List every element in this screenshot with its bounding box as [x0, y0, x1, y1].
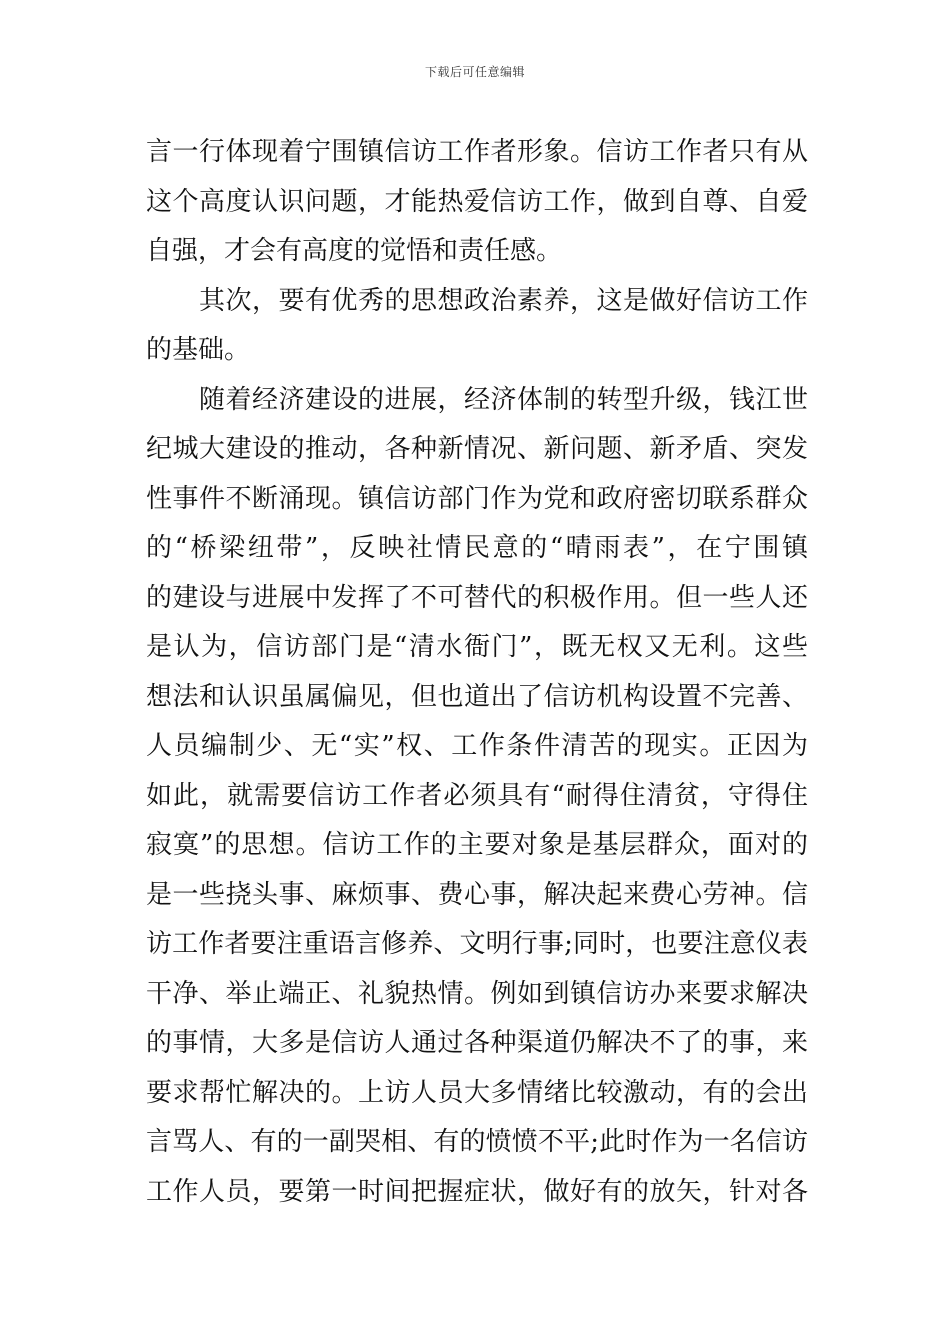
text-line: 干净、举止端正、礼貌热情。例如到镇信访办来要求解决 — [146, 978, 808, 1009]
text-line: 工作人员，要第一时间把握症状，做好有的放矢，针对各 — [146, 1176, 808, 1207]
text-line: 的“桥梁纽带”，反映社情民意的“晴雨表”，在宁围镇 — [146, 533, 808, 563]
text-line: 如此，就需要信访工作者必须具有“耐得住清贫，守得住 — [146, 780, 808, 811]
text-line: 言骂人、有的一副哭相、有的愤愤不平;此时作为一名信访 — [146, 1127, 808, 1157]
text-line: 的建设与进展中发挥了不可替代的积极作用。但一些人还 — [146, 582, 808, 613]
text-line: 其次，要有优秀的思想政治素养，这是做好信访工作 — [146, 285, 808, 316]
text-line: 的基础。 — [146, 335, 251, 365]
header-note: 下载后可任意编辑 — [424, 65, 525, 79]
text-line: 言一行体现着宁围镇信访工作者形象。信访工作者只有从 — [146, 137, 808, 167]
text-line: 寂寞”的思想。信访工作的主要对象是基层群众，面对的 — [146, 830, 808, 860]
text-line: 自强，才会有高度的觉悟和责任感。 — [146, 236, 563, 266]
text-line: 这个高度认识问题，才能热爱信访工作，做到自尊、自爱 — [146, 186, 808, 217]
text-line: 的事情，大多是信访人通过各种渠道仍解决不了的事，来 — [146, 1028, 808, 1058]
text-line: 要求帮忙解决的。上访人员大多情绪比较激动，有的会出 — [146, 1077, 808, 1108]
text-line: 访工作者要注重语言修养、文明行事;同时，也要注意仪表 — [146, 929, 808, 959]
text-line: 想法和认识虽属偏见，但也道出了信访机构设置不完善、 — [146, 681, 808, 712]
text-line: 纪城大建设的推动，各种新情况、新问题、新矛盾、突发 — [146, 434, 808, 464]
body-text — [146, 128, 808, 1217]
text-line: 是认为，信访部门是“清水衙门”，既无权又无利。这些 — [146, 632, 808, 662]
text-line: 人员编制少、无“实”权、工作条件清苦的现实。正因为 — [146, 731, 808, 761]
text-line: 随着经济建设的进展，经济体制的转型升级，钱江世 — [146, 384, 808, 415]
text-line: 性事件不断涌现。镇信访部门作为党和政府密切联系群众 — [146, 483, 808, 514]
text-line: 是一些挠头事、麻烦事、费心事，解决起来费心劳神。信 — [146, 879, 808, 910]
